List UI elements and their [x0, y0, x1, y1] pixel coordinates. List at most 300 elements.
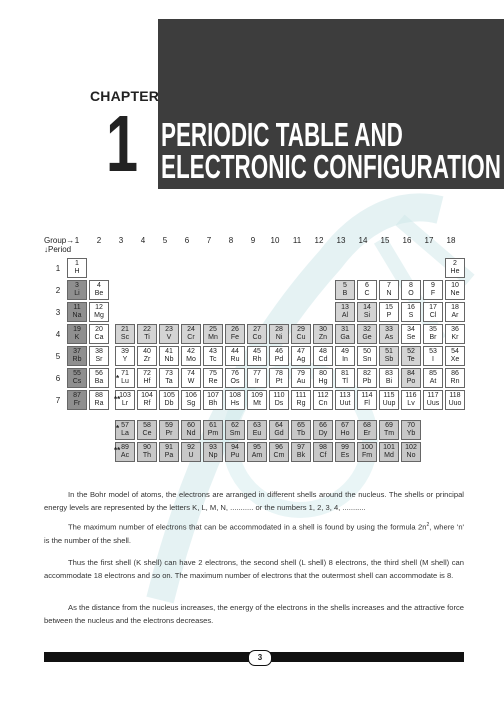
element-cell — [181, 324, 201, 344]
element-symbol: Nb — [164, 356, 174, 363]
element-symbol: Cf — [319, 452, 327, 459]
element-cell — [401, 420, 421, 440]
element-cell — [225, 346, 245, 366]
element-symbol: Lr — [121, 400, 129, 407]
actinide-row-marker: ** — [114, 446, 121, 455]
atomic-number: 31 — [341, 326, 349, 333]
element-symbol: Lv — [407, 400, 415, 407]
element-symbol: W — [187, 378, 195, 385]
atomic-number: 91 — [165, 444, 173, 451]
element-symbol: I — [432, 356, 434, 363]
element-symbol: La — [121, 430, 129, 437]
element-symbol: Bk — [296, 452, 306, 459]
element-symbol: Rg — [296, 400, 306, 407]
element-cell — [423, 390, 443, 410]
element-cell — [269, 420, 289, 440]
element-symbol: Fm — [361, 452, 373, 459]
group-header: 13 — [336, 236, 346, 245]
element-cell — [445, 346, 465, 366]
element-symbol: Ar — [451, 312, 459, 319]
element-symbol: Au — [296, 378, 306, 385]
element-symbol: Eu — [252, 430, 262, 437]
element-cell — [401, 390, 421, 410]
element-cell — [67, 302, 87, 322]
atomic-number: 85 — [429, 370, 437, 377]
element-cell — [335, 280, 355, 300]
atomic-number: 114 — [361, 392, 373, 399]
group-header: 9 — [250, 236, 256, 245]
element-symbol: Hf — [143, 378, 151, 385]
element-cell — [89, 302, 109, 322]
element-symbol: Uup — [382, 400, 396, 407]
period-number: 7 — [55, 396, 61, 405]
element-cell — [379, 390, 399, 410]
element-symbol: Pa — [164, 452, 174, 459]
atomic-number: 6 — [365, 282, 369, 289]
atomic-number: 68 — [363, 422, 371, 429]
element-cell — [401, 324, 421, 344]
atomic-number: 51 — [385, 348, 393, 355]
atomic-number: 10 — [451, 282, 459, 289]
atomic-number: 12 — [95, 304, 103, 311]
element-cell — [335, 442, 355, 462]
atomic-number: 3 — [75, 282, 79, 289]
paragraph-4: As the distance from the nucleus increases, the energy of the electrons in the shells increases and the attractive force between the nucleus and the electrons decreases. — [44, 603, 464, 625]
atomic-number: 115 — [383, 392, 395, 399]
element-cell — [401, 368, 421, 388]
atomic-number: 104 — [141, 392, 153, 399]
element-symbol: Pt — [275, 378, 283, 385]
atomic-number: 57 — [121, 422, 129, 429]
element-cell — [67, 390, 87, 410]
element-cell — [423, 368, 443, 388]
atomic-number: 84 — [407, 370, 415, 377]
atomic-number: 86 — [451, 370, 459, 377]
atomic-number: 90 — [143, 444, 151, 451]
group-header: 11 — [292, 236, 302, 245]
element-cell — [89, 280, 109, 300]
atomic-number: 29 — [297, 326, 305, 333]
element-cell — [291, 368, 311, 388]
atomic-number: 80 — [319, 370, 327, 377]
atomic-number: 108 — [229, 392, 241, 399]
element-symbol: N — [386, 290, 392, 297]
element-symbol: O — [408, 290, 414, 297]
element-symbol: Md — [384, 452, 394, 459]
element-symbol: Ti — [144, 334, 150, 341]
atomic-number: 89 — [121, 444, 129, 451]
group-header: 3 — [118, 236, 124, 245]
element-symbol: Th — [142, 452, 152, 459]
element-cell — [247, 390, 267, 410]
element-symbol: Na — [72, 312, 82, 319]
element-cell — [313, 324, 333, 344]
paragraph-2-tail: , where 'n' is the number of the shell. — [44, 522, 465, 545]
element-symbol: Mg — [94, 312, 104, 319]
element-symbol: Cn — [318, 400, 328, 407]
atomic-number: 56 — [95, 370, 103, 377]
element-symbol: Mn — [208, 334, 218, 341]
element-symbol: Dy — [318, 430, 328, 437]
atomic-number: 15 — [385, 304, 393, 311]
atomic-number: 95 — [253, 444, 261, 451]
element-symbol: Hs — [230, 400, 240, 407]
atomic-number: 5 — [343, 282, 347, 289]
element-symbol: Yb — [406, 430, 416, 437]
atomic-number: 103 — [119, 392, 131, 399]
atomic-number: 7 — [387, 282, 391, 289]
element-symbol: Cl — [429, 312, 437, 319]
element-cell — [357, 390, 377, 410]
atomic-number: 77 — [253, 370, 261, 377]
element-symbol: Es — [340, 452, 350, 459]
atomic-number: 67 — [341, 422, 349, 429]
element-cell — [379, 280, 399, 300]
element-symbol: Pr — [165, 430, 173, 437]
element-symbol: Fl — [364, 400, 370, 407]
element-cell — [159, 442, 179, 462]
period-number: 6 — [55, 374, 61, 383]
element-symbol: Bh — [208, 400, 218, 407]
atomic-number: 92 — [187, 444, 195, 451]
element-cell — [159, 420, 179, 440]
element-symbol: B — [342, 290, 348, 297]
atomic-number: 50 — [363, 348, 371, 355]
element-cell — [379, 368, 399, 388]
element-symbol: Rn — [450, 378, 460, 385]
element-cell — [445, 368, 465, 388]
element-cell — [137, 442, 157, 462]
chapter-label: CHAPTER — [90, 88, 160, 104]
element-cell — [67, 368, 87, 388]
element-symbol: Ag — [296, 356, 306, 363]
atomic-number: 112 — [317, 392, 329, 399]
element-cell — [269, 368, 289, 388]
atomic-number: 34 — [407, 326, 415, 333]
element-symbol: Tl — [342, 378, 348, 385]
actinide-marker: ** — [114, 395, 121, 404]
element-cell — [335, 368, 355, 388]
element-cell — [67, 280, 87, 300]
atomic-number: 70 — [407, 422, 415, 429]
element-symbol: Ac — [120, 452, 130, 459]
atomic-number: 65 — [297, 422, 305, 429]
atomic-number: 4 — [97, 282, 101, 289]
element-cell — [445, 302, 465, 322]
element-symbol: Lu — [121, 378, 129, 385]
atomic-number: 79 — [297, 370, 305, 377]
element-symbol: Rf — [143, 400, 151, 407]
element-symbol: Re — [208, 378, 218, 385]
element-symbol: Cm — [273, 452, 285, 459]
atomic-number: 88 — [95, 392, 103, 399]
atomic-number: 41 — [165, 348, 173, 355]
group-header: 15 — [380, 236, 390, 245]
element-cell — [291, 420, 311, 440]
element-cell — [67, 324, 87, 344]
element-symbol: At — [429, 378, 437, 385]
atomic-number: 94 — [231, 444, 239, 451]
element-symbol: Y — [122, 356, 128, 363]
element-cell — [203, 346, 223, 366]
element-symbol: Nd — [186, 430, 196, 437]
atomic-number: 100 — [361, 444, 373, 451]
element-symbol: Am — [251, 452, 263, 459]
element-symbol: Mt — [253, 400, 261, 407]
element-symbol: Cu — [296, 334, 306, 341]
atomic-number: 64 — [275, 422, 283, 429]
element-cell — [137, 390, 157, 410]
period-label: ↓Period — [44, 245, 72, 254]
element-symbol: Sc — [120, 334, 130, 341]
element-symbol: Np — [208, 452, 218, 459]
element-cell — [357, 442, 377, 462]
atomic-number: 44 — [231, 348, 239, 355]
element-symbol: Rh — [252, 356, 262, 363]
atomic-number: 49 — [341, 348, 349, 355]
element-symbol: Sb — [384, 356, 394, 363]
element-symbol: Ce — [142, 430, 152, 437]
group-header: 8 — [228, 236, 234, 245]
element-cell — [423, 302, 443, 322]
element-cell — [89, 368, 109, 388]
group-header: 18 — [446, 236, 456, 245]
element-cell — [269, 346, 289, 366]
paragraph-2-text: The maximum number of electrons that can be accommodated in a shell is found by using the formula 2n — [68, 522, 427, 532]
atomic-number: 39 — [121, 348, 129, 355]
chapter-title — [161, 116, 501, 185]
atomic-number: 83 — [385, 370, 393, 377]
element-symbol: No — [406, 452, 416, 459]
element-cell — [313, 442, 333, 462]
element-cell — [357, 368, 377, 388]
element-cell — [269, 390, 289, 410]
element-cell — [137, 368, 157, 388]
element-cell — [423, 280, 443, 300]
element-symbol: Ne — [450, 290, 460, 297]
group-header: 6 — [184, 236, 190, 245]
element-cell — [269, 442, 289, 462]
element-cell — [181, 390, 201, 410]
period-number: 5 — [55, 352, 61, 361]
atomic-number: 38 — [95, 348, 103, 355]
element-cell — [247, 442, 267, 462]
element-cell — [401, 346, 421, 366]
period-number: 4 — [55, 330, 61, 339]
element-symbol: Pm — [207, 430, 219, 437]
element-symbol: Sr — [95, 356, 103, 363]
element-cell — [137, 324, 157, 344]
element-symbol: Si — [363, 312, 371, 319]
element-symbol: Ni — [275, 334, 283, 341]
element-symbol: Po — [406, 378, 416, 385]
element-symbol: Pu — [230, 452, 240, 459]
group-label: Group→ — [44, 236, 75, 245]
element-symbol: V — [166, 334, 172, 341]
element-cell — [181, 346, 201, 366]
element-symbol: Hg — [318, 378, 328, 385]
atomic-number: 16 — [407, 304, 415, 311]
element-symbol: Gd — [274, 430, 284, 437]
element-symbol: Tb — [296, 430, 306, 437]
element-cell — [379, 324, 399, 344]
element-cell — [181, 368, 201, 388]
element-cell — [313, 368, 333, 388]
atomic-number: 45 — [253, 348, 261, 355]
element-cell — [115, 324, 135, 344]
element-cell — [159, 346, 179, 366]
element-cell — [247, 346, 267, 366]
atomic-number: 55 — [73, 370, 81, 377]
element-cell — [401, 302, 421, 322]
atomic-number: 101 — [383, 444, 395, 451]
atomic-number: 54 — [451, 348, 459, 355]
element-cell — [291, 346, 311, 366]
paragraph-1: In the Bohr model of atoms, the electrons are arranged in different shells around the nucleus. The shells or principal energy levels are represented by the letters K, L, M, N, ........... or the numbers 1, 2, 3, 4, ........... — [44, 490, 464, 512]
element-symbol: Tm — [383, 430, 395, 437]
atomic-number: 97 — [297, 444, 305, 451]
element-cell — [335, 324, 355, 344]
group-header-row — [0, 236, 504, 248]
group-header: 10 — [270, 236, 280, 245]
element-symbol: Zr — [143, 356, 151, 363]
element-symbol: Db — [164, 400, 174, 407]
atomic-number: 27 — [253, 326, 261, 333]
group-header: 5 — [162, 236, 168, 245]
element-cell — [357, 420, 377, 440]
atomic-number: 93 — [209, 444, 217, 451]
element-symbol: Kr — [451, 334, 459, 341]
element-symbol: Pd — [274, 356, 284, 363]
element-symbol: Ru — [230, 356, 240, 363]
element-cell — [445, 390, 465, 410]
atomic-number: 76 — [231, 370, 239, 377]
atomic-number: 28 — [275, 326, 283, 333]
atomic-number: 106 — [185, 392, 197, 399]
atomic-number: 71 — [121, 370, 129, 377]
element-cell — [89, 346, 109, 366]
element-cell — [225, 442, 245, 462]
atomic-number: 32 — [363, 326, 371, 333]
element-cell — [225, 324, 245, 344]
element-cell — [159, 368, 179, 388]
element-symbol: Sn — [362, 356, 372, 363]
atomic-number: 11 — [73, 304, 81, 311]
atomic-number: 96 — [275, 444, 283, 451]
element-cell — [67, 258, 87, 278]
atomic-number: 60 — [187, 422, 195, 429]
element-symbol: Os — [230, 378, 240, 385]
element-cell — [225, 390, 245, 410]
element-cell — [203, 324, 223, 344]
atomic-number: 82 — [363, 370, 371, 377]
element-symbol: Cd — [318, 356, 328, 363]
chapter-number: 1 — [106, 99, 139, 188]
element-symbol: Mo — [186, 356, 196, 363]
element-symbol: Uuo — [448, 400, 462, 407]
group-header: 2 — [96, 236, 102, 245]
element-cell — [401, 280, 421, 300]
element-symbol: Cs — [72, 378, 82, 385]
atomic-number: 116 — [405, 392, 417, 399]
atomic-number: 36 — [451, 326, 459, 333]
element-symbol: Pb — [362, 378, 372, 385]
element-symbol: Br — [429, 334, 437, 341]
element-cell — [445, 258, 465, 278]
atomic-number: 48 — [319, 348, 327, 355]
atomic-number: 99 — [341, 444, 349, 451]
atomic-number: 117 — [427, 392, 439, 399]
element-symbol: Ge — [362, 334, 372, 341]
element-symbol: Be — [94, 290, 104, 297]
element-symbol: Se — [406, 334, 416, 341]
element-symbol: Ds — [274, 400, 284, 407]
atomic-number: 66 — [319, 422, 327, 429]
atomic-number: 43 — [209, 348, 217, 355]
atomic-number: 113 — [339, 392, 351, 399]
element-cell — [67, 346, 87, 366]
atomic-number: 118 — [449, 392, 461, 399]
element-cell — [335, 346, 355, 366]
atomic-number: 61 — [209, 422, 217, 429]
element-symbol: Li — [74, 290, 80, 297]
element-symbol: H — [74, 268, 80, 275]
period-number: 2 — [55, 286, 61, 295]
atomic-number: 40 — [143, 348, 151, 355]
element-symbol: Uut — [339, 400, 351, 407]
paragraph-2-sup: 2 — [426, 522, 430, 528]
element-cell — [445, 280, 465, 300]
element-symbol: Co — [252, 334, 262, 341]
atomic-number: 87 — [73, 392, 81, 399]
element-cell — [115, 346, 135, 366]
element-cell — [159, 324, 179, 344]
atomic-number: 13 — [341, 304, 349, 311]
atomic-number: 23 — [165, 326, 173, 333]
atomic-number: 58 — [143, 422, 151, 429]
element-cell — [379, 442, 399, 462]
element-cell — [247, 420, 267, 440]
element-cell — [379, 420, 399, 440]
atomic-number: 17 — [429, 304, 437, 311]
group-header: 14 — [358, 236, 368, 245]
element-cell — [357, 324, 377, 344]
atomic-number: 109 — [251, 392, 263, 399]
atomic-number: 72 — [143, 370, 151, 377]
element-cell — [247, 368, 267, 388]
atomic-number: 69 — [385, 422, 393, 429]
atomic-number: 30 — [319, 326, 327, 333]
group-header: 16 — [402, 236, 412, 245]
chapter-title-line1: PERIODIC TABLE AND — [161, 116, 403, 153]
element-cell — [423, 324, 443, 344]
atomic-number: 26 — [231, 326, 239, 333]
element-cell — [137, 346, 157, 366]
group-header: 1 — [74, 236, 80, 245]
atomic-number: 75 — [209, 370, 217, 377]
element-cell — [291, 442, 311, 462]
atomic-number: 19 — [73, 326, 81, 333]
atomic-number: 63 — [253, 422, 261, 429]
element-symbol: Ir — [254, 378, 260, 385]
element-symbol: S — [408, 312, 414, 319]
atomic-number: 46 — [275, 348, 283, 355]
atomic-number: 81 — [341, 370, 349, 377]
element-cell — [181, 442, 201, 462]
element-cell — [313, 390, 333, 410]
element-cell — [225, 420, 245, 440]
element-symbol: P — [386, 312, 392, 319]
